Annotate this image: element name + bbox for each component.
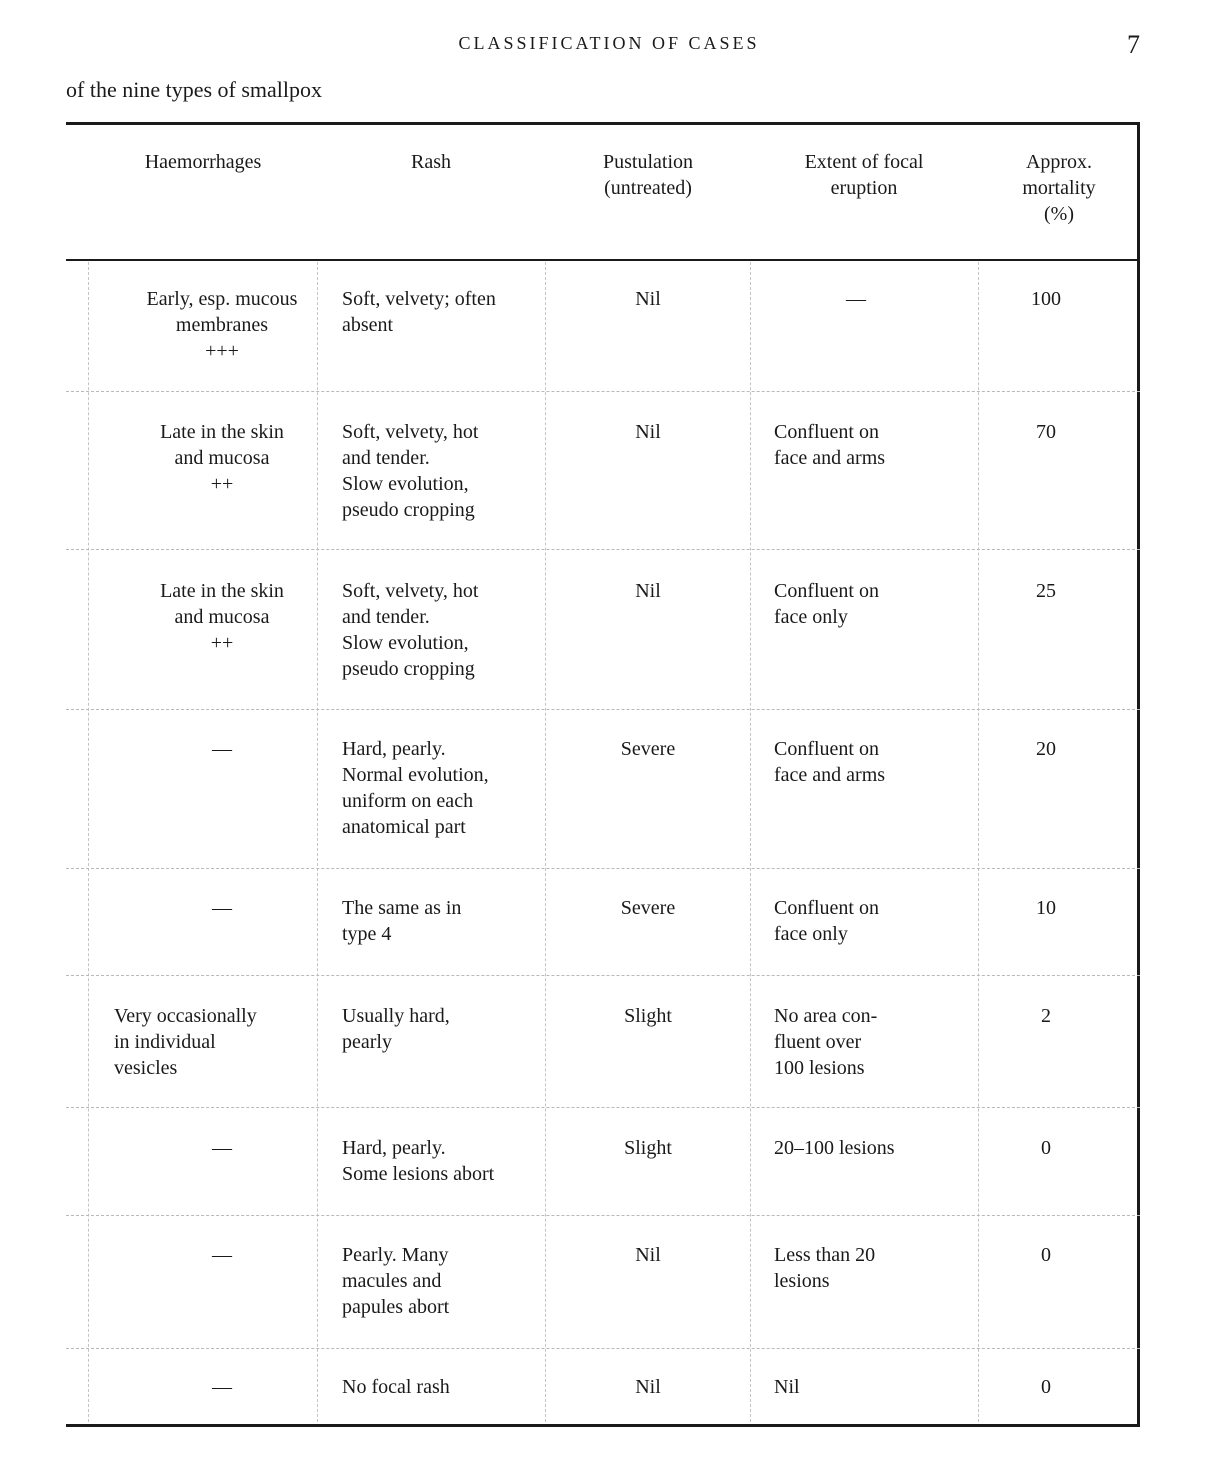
header-haemorrhages: Haemorrhages	[144, 151, 262, 173]
cell-haemorrhages: Early, esp. mucous membranes +++	[146, 288, 298, 362]
cell-rash: The same as in type 4	[342, 897, 462, 945]
cell-mortality: 20	[1036, 738, 1056, 760]
running-head: CLASSIFICATION OF CASES	[458, 33, 760, 53]
cell-extent: Nil	[774, 1376, 800, 1398]
header-extent: Extent of focal eruption	[804, 151, 924, 199]
cell-pustulation: Severe	[620, 738, 676, 760]
cell-pustulation: Slight	[624, 1137, 672, 1159]
cell-pustulation: Nil	[635, 1244, 661, 1266]
cell-rash: Usually hard, pearly	[342, 1005, 450, 1053]
cell-pustulation: Nil	[635, 288, 661, 310]
cell-extent: Confluent on face only	[774, 897, 879, 945]
header-mortality: Approx. mortality (%)	[1022, 151, 1096, 225]
column-divider	[750, 262, 751, 1422]
cell-extent: 20–100 lesions	[774, 1137, 895, 1159]
cell-rash: Hard, pearly. Some lesions abort	[342, 1137, 495, 1185]
cell-mortality: 2	[1041, 1005, 1051, 1027]
cell-haemorrhages: —	[212, 1376, 232, 1398]
row-separator	[66, 1348, 1140, 1349]
cell-haemorrhages: —	[212, 738, 232, 760]
table-caption: of the nine types of smallpox	[66, 77, 323, 102]
row-separator	[66, 868, 1140, 869]
cell-extent: Confluent on face only	[774, 580, 879, 628]
row-separator	[66, 1215, 1140, 1216]
cell-mortality: 25	[1036, 580, 1056, 602]
cell-haemorrhages: —	[212, 1137, 232, 1159]
header-rule	[66, 259, 1140, 261]
column-divider	[978, 262, 979, 1422]
cell-extent: Less than 20 lesions	[774, 1244, 876, 1292]
cell-extent: Confluent on face and arms	[774, 738, 886, 786]
cell-mortality: 70	[1036, 421, 1056, 443]
cell-rash: No focal rash	[342, 1376, 450, 1398]
row-separator	[66, 709, 1140, 710]
row-separator	[66, 549, 1140, 550]
cell-rash: Hard, pearly. Normal evolution, uniform on each anatomical part	[342, 738, 489, 838]
cell-haemorrhages: —	[212, 1244, 232, 1266]
cell-mortality: 10	[1036, 897, 1056, 919]
row-separator	[66, 391, 1140, 392]
cell-pustulation: Slight	[624, 1005, 672, 1027]
page-number: 7	[1127, 30, 1140, 59]
cell-mortality: 100	[1031, 288, 1061, 310]
cell-extent: Confluent on face and arms	[774, 421, 886, 469]
cell-rash: Soft, velvety; often absent	[342, 288, 496, 336]
cell-pustulation: Nil	[635, 580, 661, 602]
cell-haemorrhages: —	[212, 897, 232, 919]
cell-pustulation: Nil	[635, 421, 661, 443]
cell-haemorrhages: Late in the skin and mucosa ++	[160, 580, 284, 654]
cell-haemorrhages: Late in the skin and mucosa ++	[160, 421, 284, 495]
cell-rash: Soft, velvety, hot and tender. Slow evolution, pseudo cropping	[342, 580, 479, 680]
cell-extent: —	[846, 288, 866, 310]
cell-mortality: 0	[1041, 1376, 1051, 1398]
header-rash: Rash	[411, 151, 451, 173]
cell-rash: Soft, velvety, hot and tender. Slow evolution, pseudo cropping	[342, 421, 479, 521]
row-separator	[66, 1107, 1140, 1108]
cell-extent: No area con- fluent over 100 lesions	[774, 1005, 878, 1079]
cell-mortality: 0	[1041, 1244, 1051, 1266]
cell-pustulation: Nil	[635, 1376, 661, 1398]
header-pustulation: Pustulation (untreated)	[602, 151, 693, 199]
row-separator	[66, 975, 1140, 976]
column-divider	[88, 262, 89, 1422]
cell-mortality: 0	[1041, 1137, 1051, 1159]
cell-rash: Pearly. Many macules and papules abort	[342, 1244, 450, 1318]
cell-haemorrhages: Very occasionally in individual vesicles	[114, 1005, 257, 1079]
cell-pustulation: Severe	[620, 897, 676, 919]
